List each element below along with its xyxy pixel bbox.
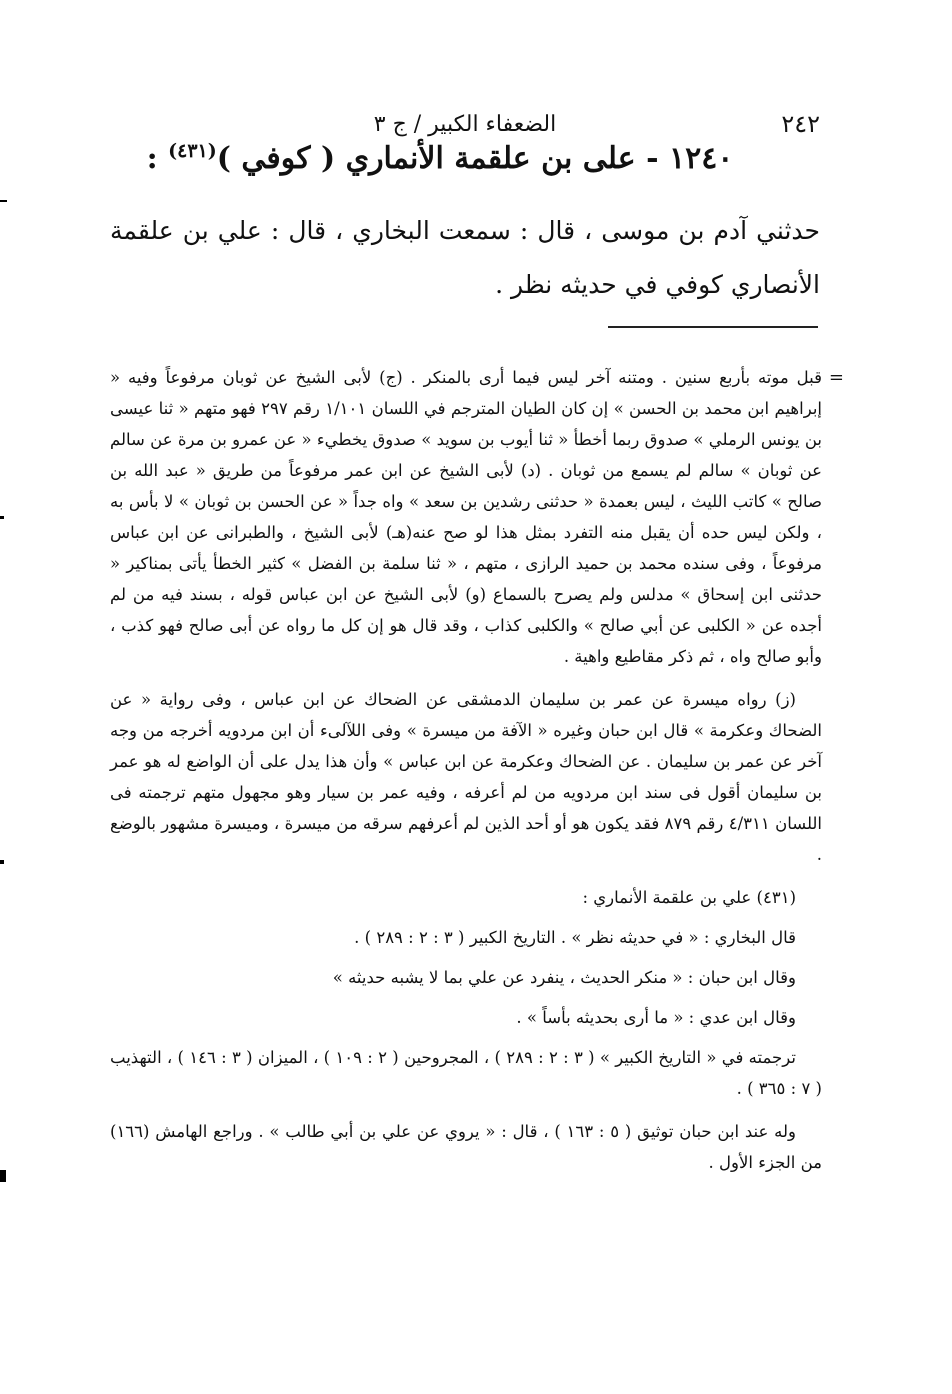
biography-references: ترجمته في « التاريخ الكبير » ( ٣ : ٢ : ٢٨٩ ) ، المجروحين ( ٢ : ١٠٩ ) ، الميزان ( ٣ : ١٤٦ ) ، التهذيب ( ٧ : ٣٦٥ ) . [110,1048,822,1098]
footnote-reference: (٤٣١) [168,140,217,162]
page-header [110,110,820,144]
entry-title-colon: : [146,141,169,176]
bukhari-quote: قال البخاري : « في حديثه نظر » . التاريخ الكبير ( ٣ : ٢ : ٢٨٩ ) . [354,928,796,947]
scan-edge-mark [0,1170,6,1182]
footnote-continuation-text: قبل موته بأربع سنين . ومتنه آخر ليس فيما أرى بالمنكر . (ج) لأبى الشيخ عن ثوبان مرفوعاً وفيه « إبراهيم ابن محمد بن الحسن » إن كان الطيان المترجم في اللسان ١/١٠١ رقم ٢٩٧ فهو متهم « ثنا عيسى بن يونس الرملي » صدوق ربما أخطأ « ثنا أيوب بن سويد » صدوق يخطيء « عن عمرو بن مرة عن سالم عن ثوبان » سالم لم يسمع من ثوبان . (د) لأبى الشيخ عن ابن عمر مرفوعاً من طريق « عبد الله بن صالح » كاتب الليث ، ليس بعمدة « حدثنى رشدين بن سعد » واه جداً « عن الحسن بن ثوبان » لا بأس به ، ولكن ليس حده أن يقبل منه التفرد بمثل هذا لو صح عنه(هـ) لأبى الشيخ ، والطبرانى عن ابن عباس مرفوعاً ، وفى سنده محمد بن حميد الرازى ، متهم ، « ثنا سلمة بن الفضل » كثير الخطأ يأتى بمناكير « حدثنى ابن إسحاق » مدلس ولم يصرح بالسماع (و) لأبى الشيخ عن ابن عباس قوله ، بسند فيه من لم أجده عن « الكلبى عن أبي صالح » والكلبى كذاب ، وقد قال هو إن كل ما رواه عن أبى صالح فهو كذب ، وأبو صالح واه ، ثم ذكر مقاطيع واهية . [110,368,822,666]
scan-edge-mark [0,860,4,864]
footnote-divider [608,326,818,328]
running-title: الضعفاء الكبير / ج ٣ [373,112,557,137]
scan-edge-mark [0,200,7,202]
entry-title-text: ١٢٤٠ - على بن علقمة الأنماري ( كوفي ) [216,141,734,176]
note-431-heading: (٤٣١) علي بن علقمة الأنماري : [582,888,796,907]
continuation-mark: = [828,367,844,388]
ibn-adi-quote: وقال ابن عدي : « ما أرى بحديثه بأساً » . [516,1008,796,1027]
entry-title [110,140,770,176]
footnotes [110,362,844,1190]
tawthiq-note: وله عند ابن حبان توثيق ( ٥ : ١٦٣ ) ، قال : « يروي عن علي بن أبي طالب » . وراجع الهامش (١٦٦) من الجزء الأول . [110,1122,822,1172]
page-number: ٢٤٢ [781,110,820,138]
scan-edge-mark [0,516,4,519]
main-text: حدثني آدم بن موسى ، قال : سمعت البخاري ، قال : علي بن علقمة الأنصاري كوفي في حديثه نظر . [110,216,820,299]
footnote-continuation [110,362,844,672]
footnote-paragraph-z: (ز) رواه ميسرة عن عمر بن سليمان الدمشقى عن الضحاك عن ابن عباس ، وفى رواية « عن الضحاك وعكرمة » قال ابن حبان وغيره « الآفة من ميسرة » وفى اللآلىء أن ابن مردويه أخرجه من وجه آخر عن عمر بن سليمان . عن الضحاك وعكرمة عن ابن عباس » وأن هذا يدل على أن الواضع له هو عمر بن سليمان أقول فى سند ابن مردويه من لم أعرفه ، وفيه عمر بن سيار وهو مجهول متهم ترجمته فى اللسان ٤/٣١١ رقم ٨٧٩ فقد يكون هو أو أحد الذين لم أعرفهم سرقه من ميسرة ، وميسرة مشهور بالوضع . [110,690,823,864]
ibn-hibban-quote: وقال ابن حبان : « منكر الحديث ، ينفرد عن علي بما لا يشبه حديثه » [332,968,796,987]
